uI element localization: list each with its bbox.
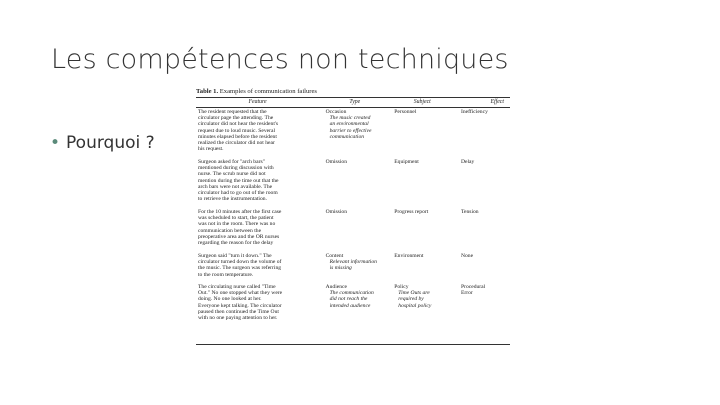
cell-feature-line: circulator did not hear the resident's	[198, 121, 279, 128]
cell-subject-note-line: required by	[398, 296, 424, 303]
cell-feature-line: Out." No one stopped what they were	[198, 290, 283, 297]
cell-feature-line: preoperative area and the OR nurses	[198, 233, 280, 240]
table-row	[196, 284, 510, 344]
cell-subject	[390, 284, 459, 344]
cell-type-note-line: communication	[329, 133, 365, 140]
slide-title: Les compétences non techniques	[51, 44, 509, 75]
cell-feature-line: his request.	[198, 146, 224, 153]
table-header-row	[196, 98, 510, 108]
cell-feature-line: For the 10 minutes after the first case	[198, 209, 282, 215]
cell-feature-line: was scheduled to start, the patient	[198, 215, 274, 222]
cell-feature-line: mention during the time out that the	[198, 177, 279, 184]
cell-feature-line: The circulating nurse called "Time	[198, 284, 276, 290]
cell-type-value: Audience	[325, 284, 347, 290]
cell-subject-value: Environment	[394, 253, 424, 259]
cell-subject-note-line: Time Outs are	[398, 290, 430, 297]
cell-type	[320, 209, 391, 253]
cell-effect	[459, 209, 510, 253]
cell-feature-line: minutes elapsed before the resident	[198, 133, 277, 140]
cell-feature-line: to retrieve the instrumentation.	[198, 196, 267, 203]
cell-feature	[196, 159, 320, 209]
cell-type-note-line: did not reach the	[329, 296, 368, 303]
cell-type-note-line: barrier to effective	[329, 127, 372, 134]
cell-feature-line: doing. No one looked at her.	[198, 296, 262, 303]
cell-effect-line: Tension	[460, 209, 479, 215]
cell-feature-line: communication between the	[198, 227, 262, 234]
cell-subject-note-line: hospital policy	[398, 302, 432, 309]
cell-type	[320, 253, 391, 284]
cell-type-note-line: is missing	[329, 265, 352, 272]
cell-type-note-line: an environmental	[329, 121, 369, 128]
cell-feature-line: to the room temperature.	[198, 271, 254, 278]
cell-feature-line: circulator turned down the volume of	[198, 259, 282, 266]
cell-feature-line: circulator page the attending. The	[198, 115, 274, 122]
cell-effect-line: None	[460, 253, 474, 259]
cell-feature-line: mentioned during discussion with	[198, 165, 274, 172]
cell-effect-line: Error	[460, 290, 473, 297]
table-caption	[196, 88, 510, 96]
cell-subject-value: Personnel	[394, 109, 417, 115]
header-type: Type	[349, 99, 361, 105]
cell-feature-line: the music. The surgeon was referring	[198, 265, 282, 272]
cell-type	[320, 284, 391, 344]
table-caption-text: Examples of communication failures	[219, 88, 317, 95]
cell-feature-line: paused then continued the Time Out	[198, 308, 279, 315]
cell-type-value: Occasion	[325, 109, 347, 115]
cell-feature-line: Surgeon said "turn it down." The	[198, 253, 272, 259]
cell-feature-line: circulator had to go out of the room	[198, 190, 278, 197]
communication-failures-table	[196, 88, 510, 344]
cell-type-value: Omission	[325, 159, 348, 165]
cell-effect	[459, 109, 510, 159]
cell-feature	[196, 253, 320, 284]
cell-feature-line: regarding the reason for the delay	[198, 240, 274, 247]
cell-feature-line: Everyone kept talking. The circulator	[198, 302, 282, 309]
cell-type-note-line: The communication	[329, 290, 374, 297]
cell-effect-line: Inefficiency	[460, 109, 488, 115]
cell-type	[320, 159, 391, 209]
cell-subject-value: Progress report	[394, 209, 429, 215]
cell-feature-line: was not in the room. There was no	[198, 221, 276, 228]
cell-type-note-line: intended audience	[329, 302, 371, 309]
cell-effect-line: Delay	[460, 159, 475, 165]
cell-subject	[390, 159, 459, 209]
cell-effect	[459, 253, 510, 284]
cell-feature-line: request due to loud music. Several	[198, 127, 276, 134]
cell-effect-line: Procedural	[460, 284, 486, 290]
cell-subject	[390, 253, 459, 284]
cell-feature-line: with no one paying attention to her.	[198, 315, 278, 322]
header-effect: Effect	[490, 99, 504, 105]
cell-feature-line: The resident requested that the	[198, 109, 267, 115]
cell-feature-line: arch bars were not available. The	[198, 183, 273, 190]
cell-type	[320, 109, 391, 159]
cell-type-note-line: Relevant information	[329, 259, 377, 266]
cell-subject	[390, 209, 459, 253]
table-caption-label: Table 1.	[196, 88, 219, 95]
table-bottom-rule	[196, 344, 510, 345]
cell-type-value: Omission	[325, 209, 348, 215]
cell-subject-value: Equipment	[394, 159, 419, 165]
cell-subject	[390, 109, 459, 159]
table-row	[196, 108, 510, 159]
header-feature: Feature	[248, 99, 267, 105]
table-row	[196, 159, 510, 209]
bullet-item	[50, 133, 155, 153]
cell-subject-value: Policy	[394, 284, 409, 290]
bullet-text: Pourquoi ?	[66, 133, 155, 153]
cell-feature	[196, 284, 320, 344]
cell-effect	[459, 284, 510, 344]
cell-effect	[459, 159, 510, 209]
table-body	[196, 108, 510, 344]
cell-feature-line: nurse. The scrub nurse did not	[198, 171, 266, 178]
table-row	[196, 253, 510, 284]
table-row	[196, 209, 510, 253]
cell-feature-line: realized the circulator did not hear	[198, 140, 275, 147]
bullet-point-icon: •	[50, 133, 61, 153]
cell-feature	[196, 109, 320, 159]
cell-feature-line: Surgeon asked for "arch bars"	[198, 159, 265, 165]
header-subject: Subject	[413, 99, 431, 105]
cell-type-note-line: The music created	[329, 115, 371, 122]
cell-feature	[196, 209, 320, 253]
cell-type-value: Content	[325, 253, 344, 259]
